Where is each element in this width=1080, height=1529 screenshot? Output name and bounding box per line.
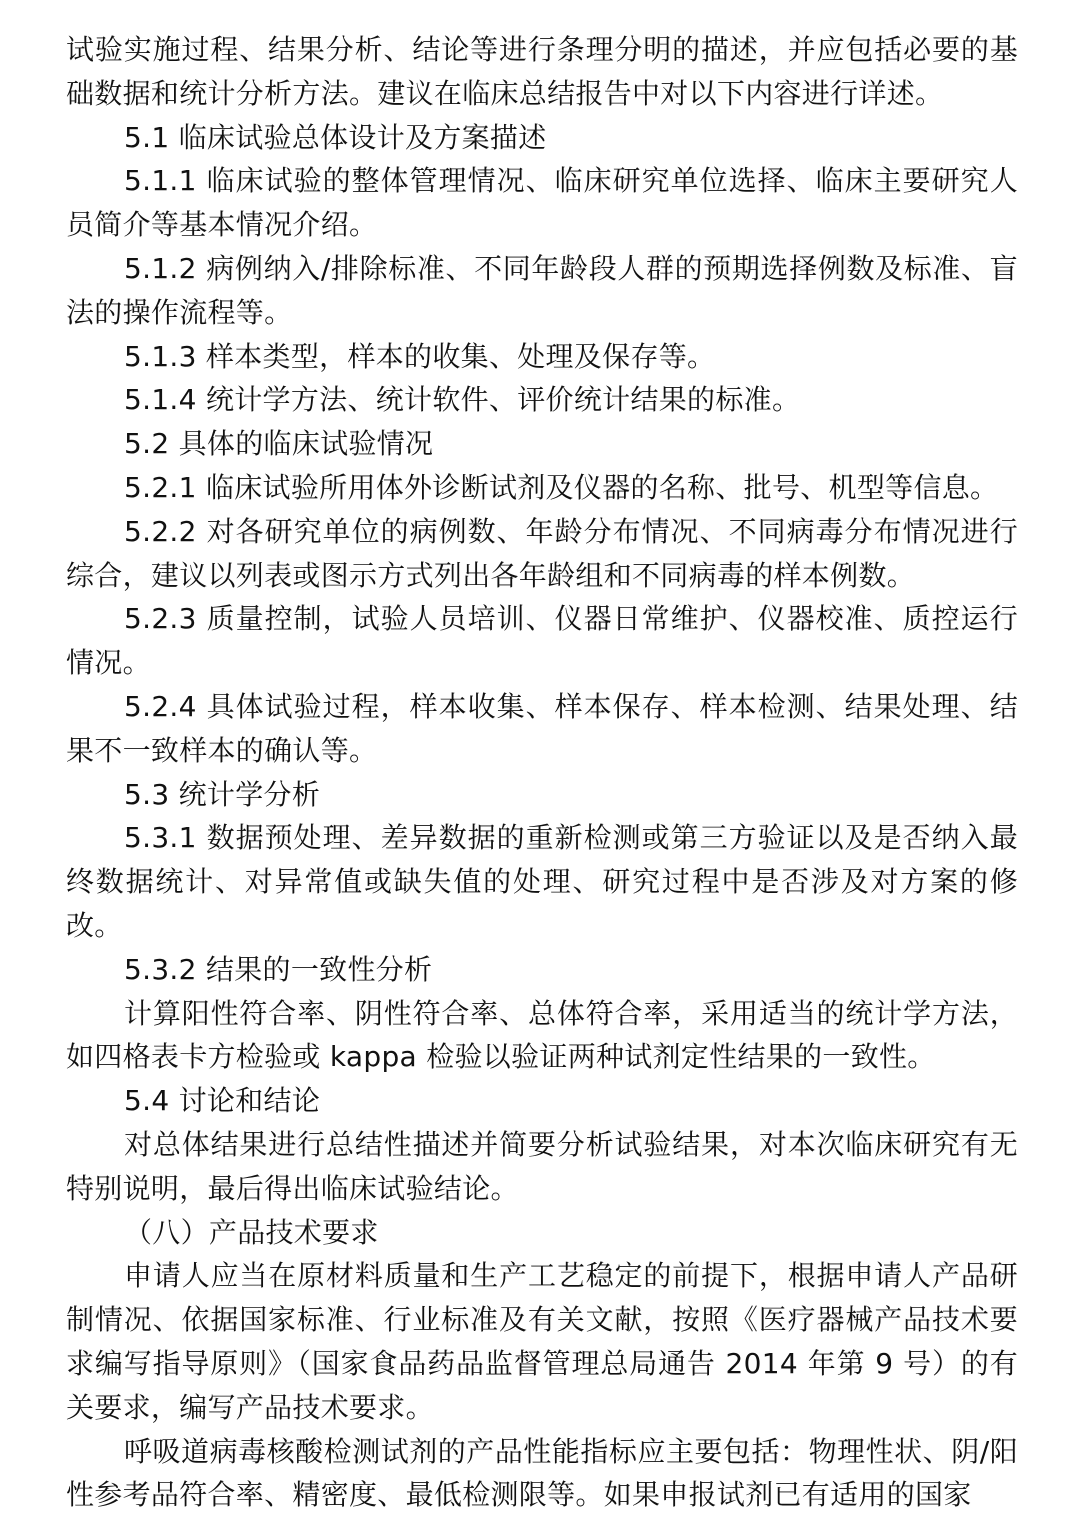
paragraph: 5.1.2 病例纳入/排除标准、不同年龄段人群的预期选择例数及标准、盲法的操作流程等。 — [66, 251, 1018, 329]
section-heading: （八）产品技术要求 — [124, 1215, 379, 1249]
paragraph: 5.2.4 具体试验过程，样本收集、样本保存、样本检测、结果处理、结果不一致样本的确认等。 — [66, 689, 1018, 767]
paragraph: 5.3.1 数据预处理、差异数据的重新检测或第三方验证以及是否纳入最终数据统计、对异常值或缺失值的处理、研究过程中是否涉及对方案的修改。 — [66, 821, 1018, 942]
paragraph: 计算阳性符合率、阴性符合率、总体符合率，采用适当的统计学方法，如四格表卡方检验或 kappa 检验以验证两种试剂定性结果的一致性。 — [66, 996, 1018, 1074]
paragraph: 对总体结果进行总结性描述并简要分析试验结果，对本次临床研究有无特别说明，最后得出临床试验结论。 — [66, 1127, 1018, 1205]
section-heading: 5.3 统计学分析 — [124, 777, 321, 811]
section-heading: 5.2 具体的临床试验情况 — [124, 427, 434, 461]
section-heading: 5.3.2 结果的一致性分析 — [124, 952, 433, 986]
document-page — [66, 28, 1018, 1517]
section-heading: 5.1 临床试验总体设计及方案描述 — [124, 120, 547, 154]
paragraph: 5.2.2 对各研究单位的病例数、年龄分布情况、不同病毒分布情况进行综合，建议以列表或图示方式列出各年龄组和不同病毒的样本例数。 — [66, 514, 1018, 592]
paragraph: 5.2.3 质量控制，试验人员培训、仪器日常维护、仪器校准、质控运行情况。 — [66, 602, 1018, 680]
paragraph: 申请人应当在原材料质量和生产工艺稳定的前提下，根据申请人产品研制情况、依据国家标准、行业标准及有关文献，按照《医疗器械产品技术要求编写指导原则》（国家食品药品监督管理总局通告 2014 年第 9 号）的有关要求，编写产品技术要求。 — [66, 1259, 1018, 1424]
paragraph: 5.1.3 样本类型，样本的收集、处理及保存等。 — [124, 339, 716, 373]
paragraph: 5.2.1 临床试验所用体外诊断试剂及仪器的名称、批号、机型等信息。 — [124, 470, 999, 504]
paragraph: 试验实施过程、结果分析、结论等进行条理分明的描述，并应包括必要的基础数据和统计分析方法。建议在临床总结报告中对以下内容进行详述。 — [66, 33, 1018, 110]
paragraph: 5.1.4 统计学方法、统计软件、评价统计结果的标准。 — [124, 383, 801, 417]
paragraph: 5.1.1 临床试验的整体管理情况、临床研究单位选择、临床主要研究人员简介等基本情况介绍。 — [66, 164, 1018, 242]
paragraph: 呼吸道病毒核酸检测试剂的产品性能指标应主要包括：物理性状、阴/阳性参考品符合率、精密度、最低检测限等。如果申报试剂已有适用的国家 — [66, 1434, 1018, 1512]
section-heading: 5.4 讨论和结论 — [124, 1084, 321, 1118]
